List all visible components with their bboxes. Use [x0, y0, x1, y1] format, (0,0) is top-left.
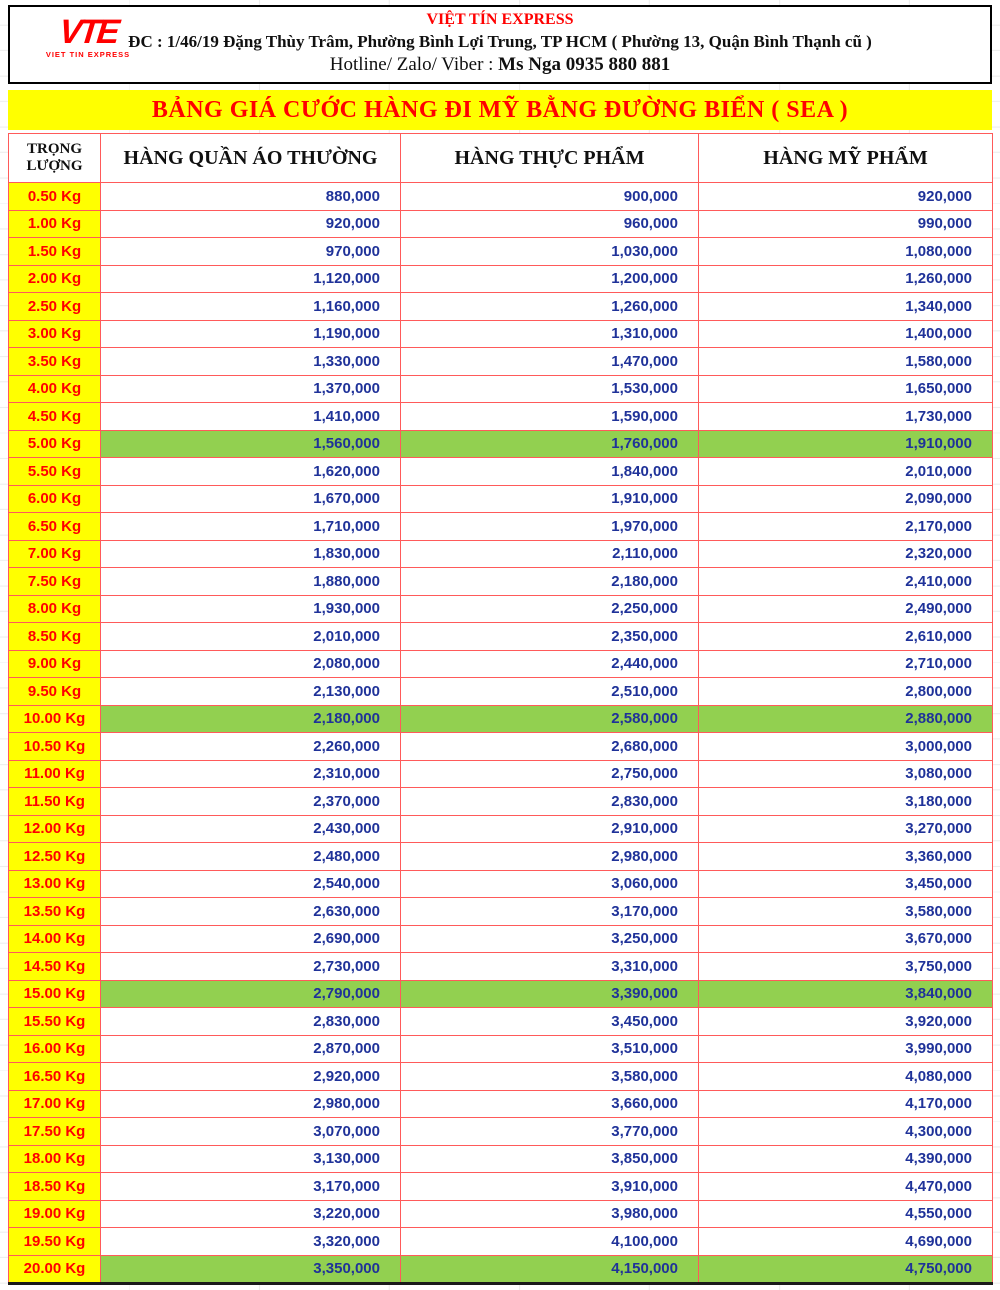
hotline-line	[10, 50, 990, 77]
table-row	[9, 1255, 993, 1284]
table-header-row	[9, 134, 993, 183]
price-food-cell: 1,530,000	[401, 375, 699, 403]
weight-cell: 15.00 Kg	[9, 980, 101, 1008]
price-cosmetics-cell: 2,090,000	[699, 485, 993, 513]
weight-cell: 16.00 Kg	[9, 1035, 101, 1063]
weight-cell: 6.00 Kg	[9, 485, 101, 513]
price-food-cell: 3,770,000	[401, 1118, 699, 1146]
price-cosmetics-cell: 4,300,000	[699, 1118, 993, 1146]
price-clothes-cell: 970,000	[101, 238, 401, 266]
price-cosmetics-cell: 4,390,000	[699, 1145, 993, 1173]
weight-cell: 19.00 Kg	[9, 1200, 101, 1228]
price-clothes-cell: 1,120,000	[101, 265, 401, 293]
price-food-cell: 2,980,000	[401, 843, 699, 871]
weight-cell: 18.00 Kg	[9, 1145, 101, 1173]
price-cosmetics-cell: 3,000,000	[699, 733, 993, 761]
price-cosmetics-cell: 3,670,000	[699, 925, 993, 953]
price-food-cell: 3,170,000	[401, 898, 699, 926]
table-row	[9, 238, 993, 266]
weight-cell: 3.00 Kg	[9, 320, 101, 348]
price-cosmetics-cell: 4,550,000	[699, 1200, 993, 1228]
price-food-cell: 2,830,000	[401, 788, 699, 816]
price-cosmetics-cell: 3,270,000	[699, 815, 993, 843]
price-food-cell: 2,680,000	[401, 733, 699, 761]
address-line: ĐC : 1/46/19 Đặng Thùy Trâm, Phường Bình Lợi Trung, TP HCM ( Phường 13, Quận Bình Thạnh cũ )	[128, 32, 872, 51]
price-food-cell: 1,760,000	[401, 430, 699, 458]
price-cosmetics-cell: 1,910,000	[699, 430, 993, 458]
price-food-cell: 3,580,000	[401, 1063, 699, 1091]
weight-cell: 12.00 Kg	[9, 815, 101, 843]
price-clothes-cell: 1,370,000	[101, 375, 401, 403]
weight-cell: 5.00 Kg	[9, 430, 101, 458]
price-food-cell: 2,440,000	[401, 650, 699, 678]
price-cosmetics-cell: 2,410,000	[699, 568, 993, 596]
price-clothes-cell: 2,690,000	[101, 925, 401, 953]
price-food-cell: 3,450,000	[401, 1008, 699, 1036]
price-clothes-cell: 2,540,000	[101, 870, 401, 898]
table-row	[9, 210, 993, 238]
weight-cell: 3.50 Kg	[9, 348, 101, 376]
weight-cell: 8.00 Kg	[9, 595, 101, 623]
table-row	[9, 1228, 993, 1256]
price-food-cell: 1,310,000	[401, 320, 699, 348]
table-row	[9, 458, 993, 486]
weight-cell: 7.00 Kg	[9, 540, 101, 568]
price-food-cell: 1,200,000	[401, 265, 699, 293]
price-food-cell: 2,910,000	[401, 815, 699, 843]
weight-cell: 2.00 Kg	[9, 265, 101, 293]
weight-cell: 4.00 Kg	[9, 375, 101, 403]
price-clothes-cell: 1,190,000	[101, 320, 401, 348]
table-row	[9, 348, 993, 376]
table-row	[9, 1008, 993, 1036]
table-row	[9, 375, 993, 403]
price-food-cell: 2,250,000	[401, 595, 699, 623]
price-clothes-cell: 2,870,000	[101, 1035, 401, 1063]
price-food-cell: 3,250,000	[401, 925, 699, 953]
column-header-clothes: HÀNG QUẦN ÁO THƯỜNG	[101, 134, 401, 183]
weight-cell: 11.00 Kg	[9, 760, 101, 788]
table-row	[9, 980, 993, 1008]
price-cosmetics-cell: 2,800,000	[699, 678, 993, 706]
price-cosmetics-cell: 4,750,000	[699, 1255, 993, 1284]
price-food-cell: 1,840,000	[401, 458, 699, 486]
table-row	[9, 568, 993, 596]
table-row	[9, 788, 993, 816]
price-cosmetics-cell: 1,400,000	[699, 320, 993, 348]
price-cosmetics-cell: 3,990,000	[699, 1035, 993, 1063]
price-cosmetics-cell: 2,320,000	[699, 540, 993, 568]
column-header-cosmetics: HÀNG MỸ PHẨM	[699, 134, 993, 183]
price-clothes-cell: 2,830,000	[101, 1008, 401, 1036]
weight-cell: 0.50 Kg	[9, 183, 101, 211]
table-row	[9, 733, 993, 761]
price-food-cell: 4,150,000	[401, 1255, 699, 1284]
weight-cell: 16.50 Kg	[9, 1063, 101, 1091]
table-row	[9, 595, 993, 623]
price-clothes-cell: 2,920,000	[101, 1063, 401, 1091]
price-cosmetics-cell: 2,880,000	[699, 705, 993, 733]
weight-cell: 17.00 Kg	[9, 1090, 101, 1118]
price-clothes-cell: 1,160,000	[101, 293, 401, 321]
price-food-cell: 4,100,000	[401, 1228, 699, 1256]
weight-cell: 6.50 Kg	[9, 513, 101, 541]
column-header-food: HÀNG THỰC PHẨM	[401, 134, 699, 183]
price-clothes-cell: 1,830,000	[101, 540, 401, 568]
logo-abbr-text: VTE	[57, 13, 119, 51]
price-cosmetics-cell: 4,690,000	[699, 1228, 993, 1256]
price-food-cell: 1,470,000	[401, 348, 699, 376]
price-food-cell: 3,510,000	[401, 1035, 699, 1063]
price-cosmetics-cell: 3,920,000	[699, 1008, 993, 1036]
price-cosmetics-cell: 1,260,000	[699, 265, 993, 293]
table-row	[9, 1200, 993, 1228]
table-row	[9, 623, 993, 651]
price-clothes-cell: 3,320,000	[101, 1228, 401, 1256]
company-header	[8, 5, 992, 84]
price-clothes-cell: 2,730,000	[101, 953, 401, 981]
price-cosmetics-cell: 3,750,000	[699, 953, 993, 981]
price-food-cell: 960,000	[401, 210, 699, 238]
price-clothes-cell: 880,000	[101, 183, 401, 211]
price-cosmetics-cell: 1,340,000	[699, 293, 993, 321]
price-cosmetics-cell: 1,650,000	[699, 375, 993, 403]
weight-cell: 12.50 Kg	[9, 843, 101, 871]
price-cosmetics-cell: 1,580,000	[699, 348, 993, 376]
price-clothes-cell: 1,930,000	[101, 595, 401, 623]
price-clothes-cell: 3,130,000	[101, 1145, 401, 1173]
table-row	[9, 925, 993, 953]
weight-cell: 1.50 Kg	[9, 238, 101, 266]
weight-cell: 7.50 Kg	[9, 568, 101, 596]
table-row	[9, 678, 993, 706]
price-food-cell: 2,180,000	[401, 568, 699, 596]
price-clothes-cell: 1,710,000	[101, 513, 401, 541]
price-cosmetics-cell: 3,840,000	[699, 980, 993, 1008]
price-clothes-cell: 1,410,000	[101, 403, 401, 431]
logo-sub-text: VIET TIN EXPRESS	[45, 50, 131, 59]
price-clothes-cell: 920,000	[101, 210, 401, 238]
table-row	[9, 870, 993, 898]
price-cosmetics-cell: 2,490,000	[699, 595, 993, 623]
weight-cell: 10.00 Kg	[9, 705, 101, 733]
price-food-cell: 2,350,000	[401, 623, 699, 651]
price-food-cell: 3,850,000	[401, 1145, 699, 1173]
price-cosmetics-cell: 3,180,000	[699, 788, 993, 816]
price-food-cell: 3,980,000	[401, 1200, 699, 1228]
price-cosmetics-cell: 2,710,000	[699, 650, 993, 678]
price-cosmetics-cell: 4,470,000	[699, 1173, 993, 1201]
price-cosmetics-cell: 990,000	[699, 210, 993, 238]
weight-cell: 1.00 Kg	[9, 210, 101, 238]
price-cosmetics-cell: 1,080,000	[699, 238, 993, 266]
price-food-cell: 3,310,000	[401, 953, 699, 981]
price-cosmetics-cell: 920,000	[699, 183, 993, 211]
table-row	[9, 403, 993, 431]
price-table	[8, 133, 993, 1285]
price-clothes-cell: 2,310,000	[101, 760, 401, 788]
price-food-cell: 1,910,000	[401, 485, 699, 513]
price-clothes-cell: 2,260,000	[101, 733, 401, 761]
price-clothes-cell: 3,350,000	[101, 1255, 401, 1284]
weight-cell: 4.50 Kg	[9, 403, 101, 431]
price-food-cell: 2,750,000	[401, 760, 699, 788]
company-logo	[32, 15, 144, 59]
table-row	[9, 1035, 993, 1063]
weight-cell: 11.50 Kg	[9, 788, 101, 816]
price-clothes-cell: 3,220,000	[101, 1200, 401, 1228]
weight-cell: 17.50 Kg	[9, 1118, 101, 1146]
table-row	[9, 953, 993, 981]
price-cosmetics-cell: 4,080,000	[699, 1063, 993, 1091]
table-row	[9, 843, 993, 871]
price-food-cell: 2,580,000	[401, 705, 699, 733]
table-row	[9, 1173, 993, 1201]
price-clothes-cell: 2,180,000	[101, 705, 401, 733]
table-row	[9, 430, 993, 458]
price-clothes-cell: 3,170,000	[101, 1173, 401, 1201]
price-food-cell: 3,390,000	[401, 980, 699, 1008]
table-row	[9, 1090, 993, 1118]
price-cosmetics-cell: 3,580,000	[699, 898, 993, 926]
company-name: VIỆT TÍN EXPRESS	[426, 11, 574, 28]
weight-cell: 14.00 Kg	[9, 925, 101, 953]
price-clothes-cell: 2,370,000	[101, 788, 401, 816]
price-food-cell: 900,000	[401, 183, 699, 211]
hotline-label: Hotline/ Zalo/ Viber :	[329, 54, 494, 75]
column-header-weight: TRỌNG LƯỢNG	[9, 134, 101, 183]
table-row	[9, 760, 993, 788]
weight-cell: 9.00 Kg	[9, 650, 101, 678]
table-row	[9, 898, 993, 926]
price-food-cell: 3,910,000	[401, 1173, 699, 1201]
weight-cell: 18.50 Kg	[9, 1173, 101, 1201]
price-food-cell: 3,060,000	[401, 870, 699, 898]
weight-cell: 9.50 Kg	[9, 678, 101, 706]
price-food-cell: 1,260,000	[401, 293, 699, 321]
price-food-cell: 2,110,000	[401, 540, 699, 568]
price-clothes-cell: 1,330,000	[101, 348, 401, 376]
table-row	[9, 265, 993, 293]
weight-cell: 5.50 Kg	[9, 458, 101, 486]
table-row	[9, 1118, 993, 1146]
price-food-cell: 2,510,000	[401, 678, 699, 706]
weight-cell: 19.50 Kg	[9, 1228, 101, 1256]
weight-cell: 15.50 Kg	[9, 1008, 101, 1036]
price-cosmetics-cell: 2,010,000	[699, 458, 993, 486]
weight-cell: 10.50 Kg	[9, 733, 101, 761]
table-row	[9, 513, 993, 541]
table-row	[9, 320, 993, 348]
price-clothes-cell: 2,130,000	[101, 678, 401, 706]
price-clothes-cell: 2,430,000	[101, 815, 401, 843]
table-row	[9, 183, 993, 211]
price-clothes-cell: 2,080,000	[101, 650, 401, 678]
price-food-cell: 1,590,000	[401, 403, 699, 431]
price-clothes-cell: 2,980,000	[101, 1090, 401, 1118]
weight-cell: 8.50 Kg	[9, 623, 101, 651]
price-cosmetics-cell: 3,080,000	[699, 760, 993, 788]
price-clothes-cell: 1,560,000	[101, 430, 401, 458]
table-row	[9, 815, 993, 843]
price-food-cell: 1,970,000	[401, 513, 699, 541]
table-row	[9, 540, 993, 568]
price-cosmetics-cell: 1,730,000	[699, 403, 993, 431]
price-clothes-cell: 2,790,000	[101, 980, 401, 1008]
weight-cell: 13.50 Kg	[9, 898, 101, 926]
table-row	[9, 1063, 993, 1091]
price-cosmetics-cell: 2,610,000	[699, 623, 993, 651]
price-food-cell: 1,030,000	[401, 238, 699, 266]
weight-cell: 14.50 Kg	[9, 953, 101, 981]
price-clothes-cell: 2,630,000	[101, 898, 401, 926]
price-food-cell: 3,660,000	[401, 1090, 699, 1118]
price-cosmetics-cell: 2,170,000	[699, 513, 993, 541]
price-clothes-cell: 1,880,000	[101, 568, 401, 596]
price-cosmetics-cell: 3,450,000	[699, 870, 993, 898]
price-clothes-cell: 3,070,000	[101, 1118, 401, 1146]
table-row	[9, 485, 993, 513]
weight-cell: 13.00 Kg	[9, 870, 101, 898]
price-clothes-cell: 2,480,000	[101, 843, 401, 871]
weight-cell: 20.00 Kg	[9, 1255, 101, 1284]
price-cosmetics-cell: 4,170,000	[699, 1090, 993, 1118]
price-clothes-cell: 1,620,000	[101, 458, 401, 486]
hotline-value: Ms Nga 0935 880 881	[498, 54, 671, 75]
price-cosmetics-cell: 3,360,000	[699, 843, 993, 871]
table-row	[9, 650, 993, 678]
table-row	[9, 1145, 993, 1173]
price-clothes-cell: 2,010,000	[101, 623, 401, 651]
banner-title: BẢNG GIÁ CƯỚC HÀNG ĐI MỸ BẰNG ĐƯỜNG BIỂN ( SEA )	[8, 90, 992, 130]
table-row	[9, 293, 993, 321]
weight-cell: 2.50 Kg	[9, 293, 101, 321]
price-clothes-cell: 1,670,000	[101, 485, 401, 513]
table-row	[9, 705, 993, 733]
